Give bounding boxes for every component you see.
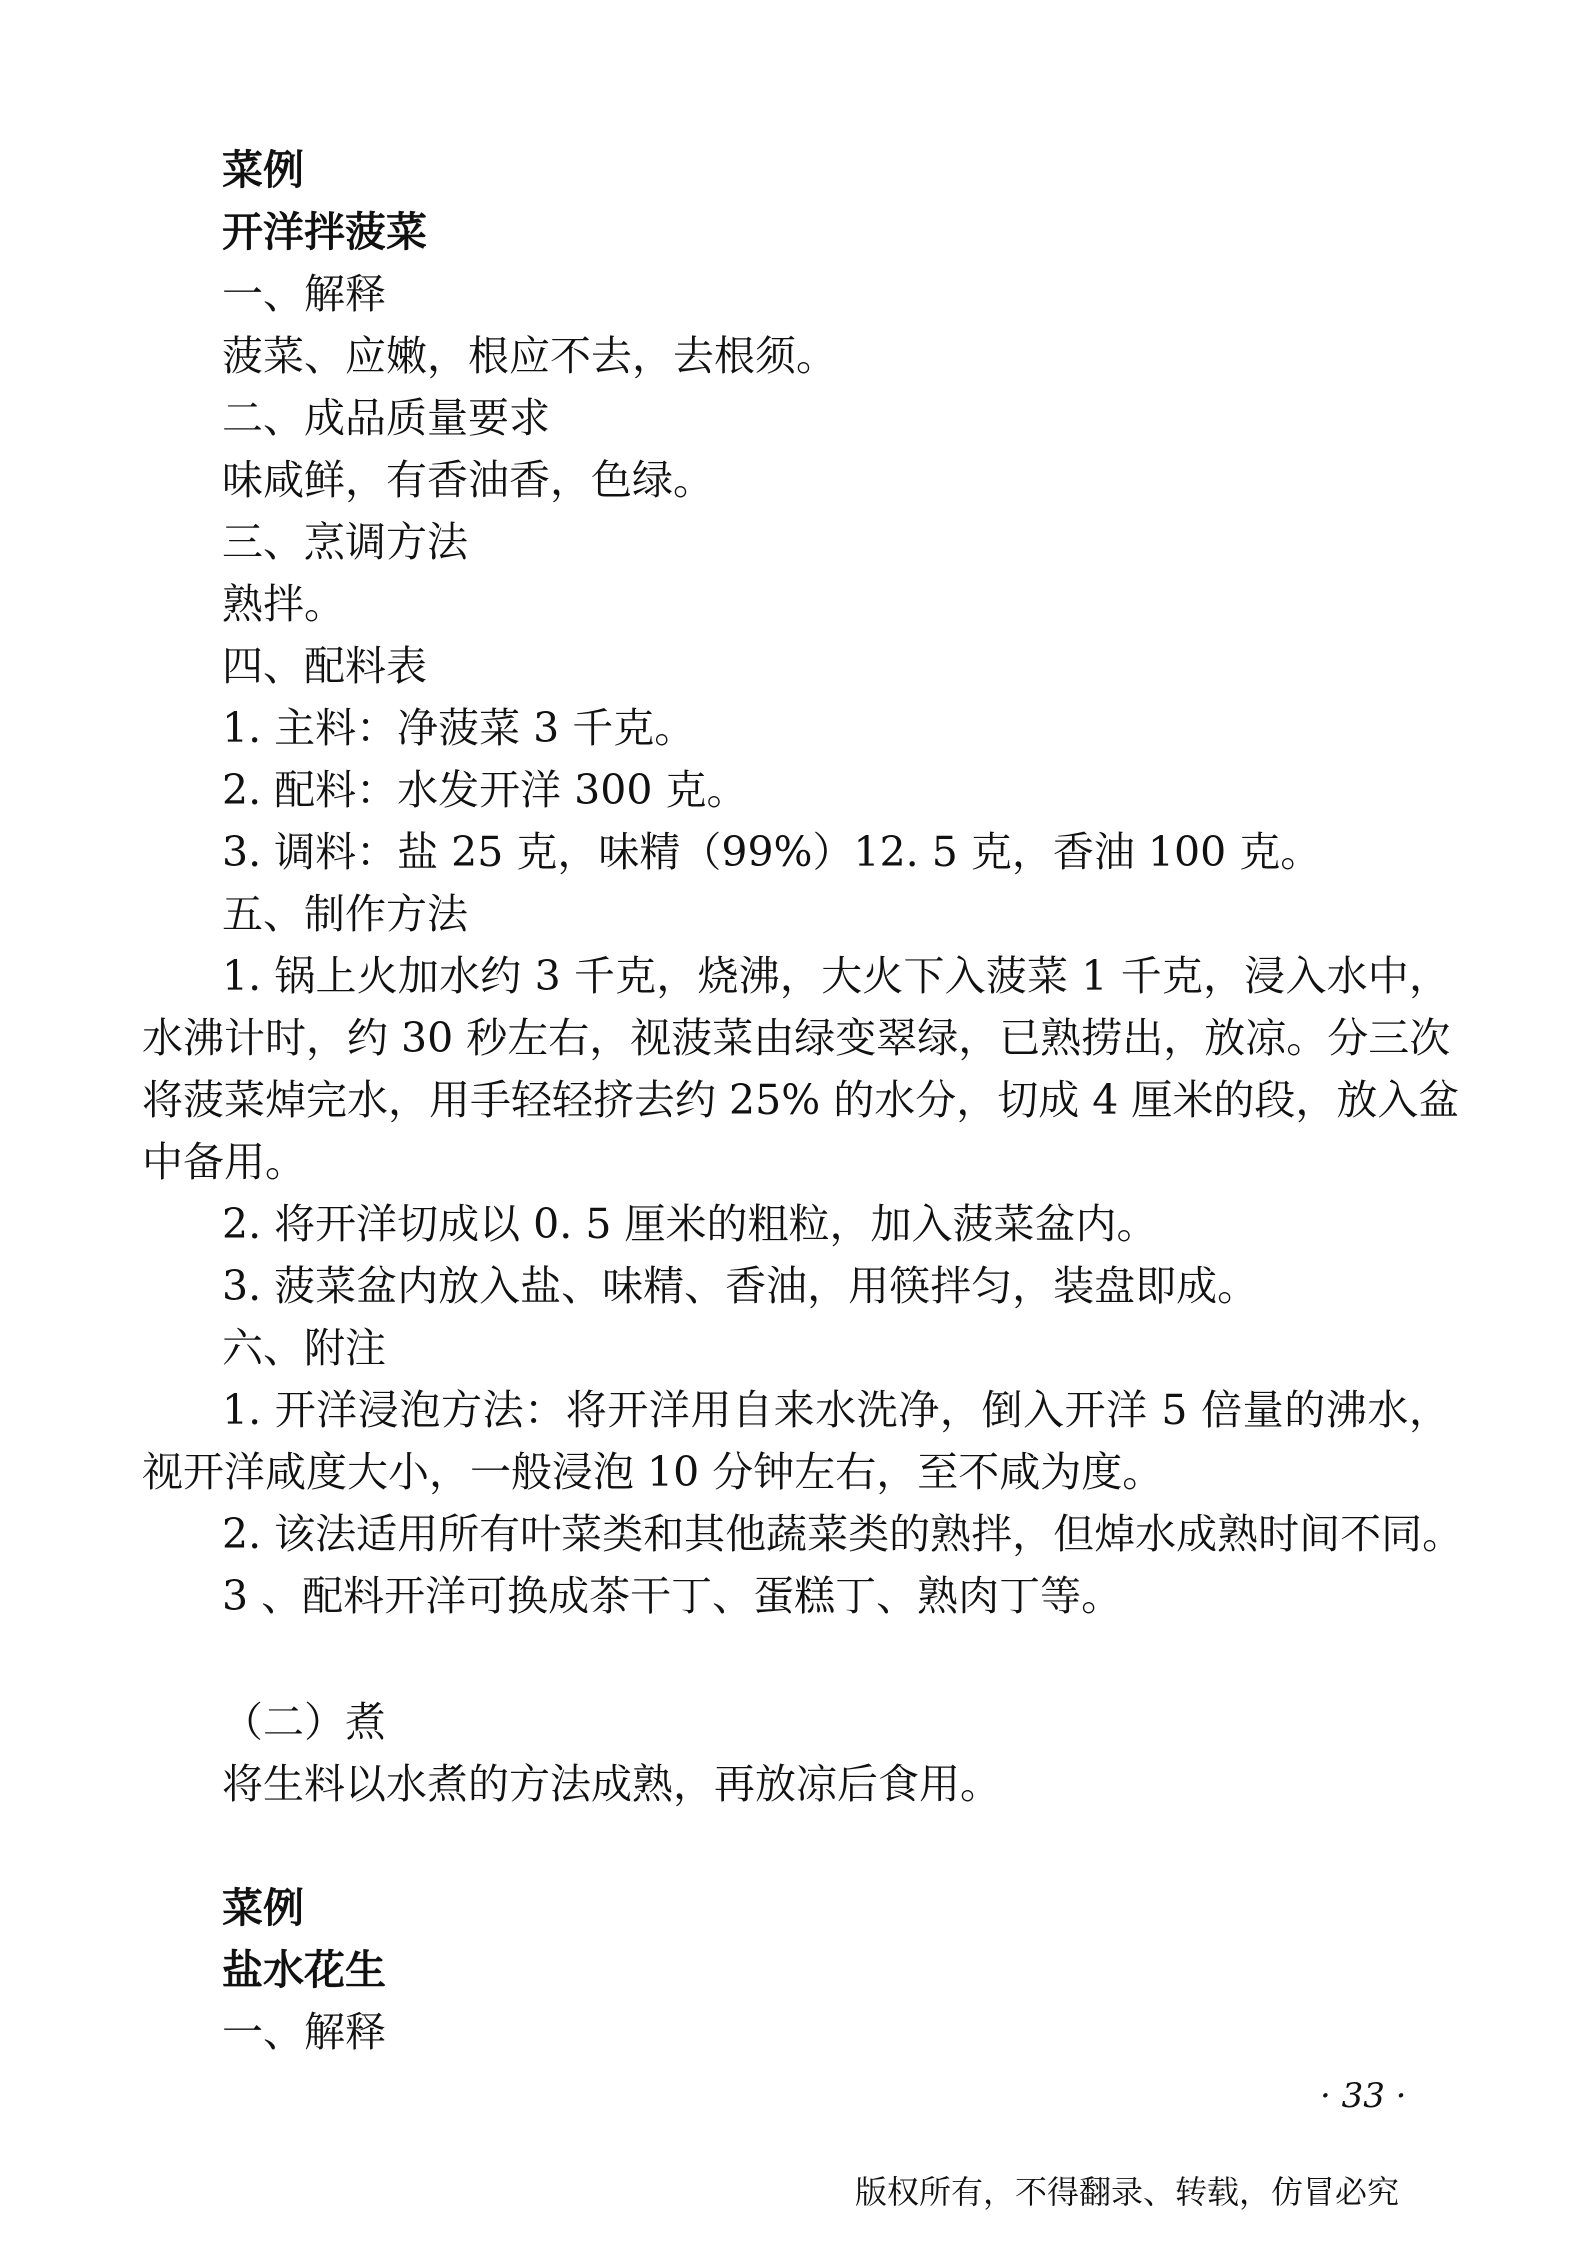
note-line: 视开洋咸度大小，一般浸泡 10 分钟左右，至不咸为度。 [142,1448,1164,1496]
subsection-heading: （二）煮 [222,1698,386,1746]
section-heading: 一、解释 [222,270,386,318]
page-number: · 33 · [1320,2076,1407,2116]
method-step-line: 水沸计时，约 30 秒左右，视菠菜由绿变翠绿，已熟捞出，放凉。分三次 [142,1014,1451,1062]
note-line: 1. 开洋浸泡方法：将开洋用自来水洗净，倒入开洋 5 倍量的沸水， [222,1386,1450,1434]
note-line: 2. 该法适用所有叶菜类和其他蔬菜类的熟拌，但焯水成熟时间不同。 [222,1510,1464,1558]
paragraph: 熟拌。 [222,580,345,628]
ingredient-line: 3. 调料：盐 25 克，味精（99%）12. 5 克，香油 100 克。 [222,828,1322,876]
ingredient-line: 1. 主料：净菠菜 3 千克。 [222,704,696,752]
paragraph: 将生料以水煮的方法成熟，再放凉后食用。 [222,1760,1001,1808]
paragraph: 菠菜、应嫩，根应不去，去根须。 [222,332,837,380]
method-step-line: 2. 将开洋切成以 0. 5 厘米的粗粒，加入菠菜盆内。 [222,1200,1158,1248]
section-heading: 六、附注 [222,1324,386,1372]
section-heading: 五、制作方法 [222,890,468,938]
method-step-line: 中备用。 [142,1138,306,1186]
paragraph: 味咸鲜，有香油香，色绿。 [222,456,714,504]
note-line: 3 、配料开洋可换成茶干丁、蛋糕丁、熟肉丁等。 [222,1572,1123,1620]
copyright-footer: 版权所有，不得翻录、转载，仿冒必究 [855,2173,1400,2211]
method-step-line: 1. 锅上火加水约 3 千克，烧沸，大火下入菠菜 1 千克，浸入水中， [222,952,1450,1000]
recipe-label: 菜例 [222,146,304,194]
method-step-line: 将菠菜焯完水，用手轻轻挤去约 25% 的水分，切成 4 厘米的段，放入盆 [142,1076,1460,1124]
recipe-label: 菜例 [222,1884,304,1932]
section-heading: 二、成品质量要求 [222,394,550,442]
ingredient-line: 2. 配料：水发开洋 300 克。 [222,766,748,814]
section-heading: 四、配料表 [222,642,427,690]
dish-title: 盐水花生 [222,1946,386,1994]
method-step-line: 3. 菠菜盆内放入盐、味精、香油，用筷拌匀，装盘即成。 [222,1262,1259,1310]
section-heading: 一、解释 [222,2008,386,2056]
section-heading: 三、烹调方法 [222,518,468,566]
dish-title: 开洋拌菠菜 [222,208,427,256]
